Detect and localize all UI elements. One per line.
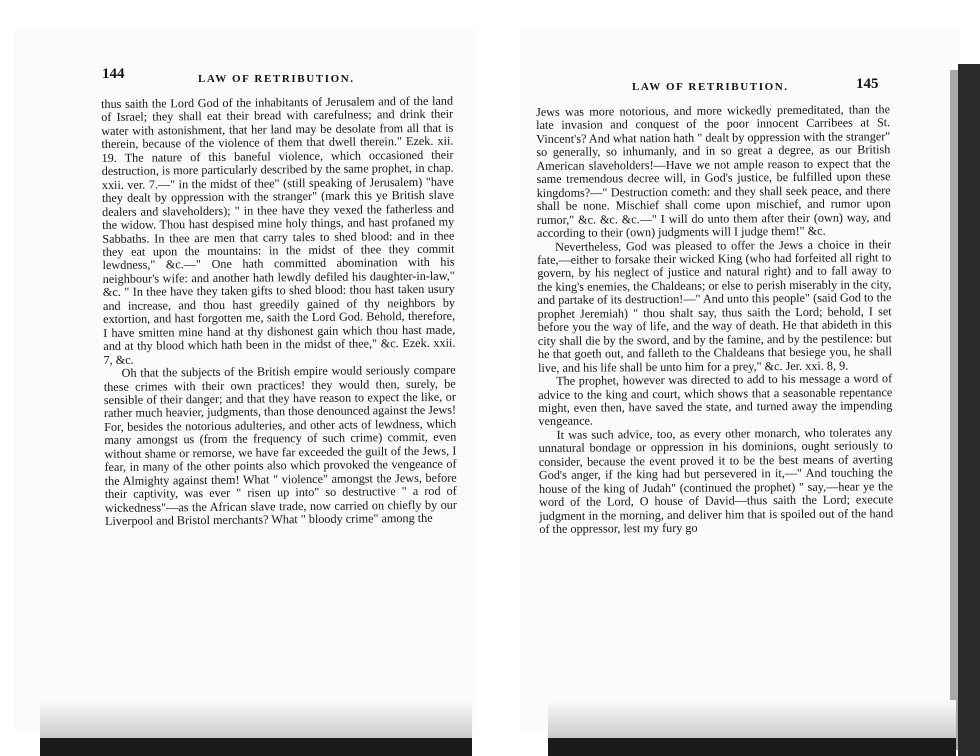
right-page-number: 145 [856,76,879,92]
book-gutter [486,0,520,756]
right-page-bottom-shade [548,700,956,740]
left-paragraph-2: Oh that the subjects of the British empire would seriously compare these crimes with their own practices! they would then, surely, be sensible of their danger; and that they have reason to expect the like, or rather much heavier, judgments, than those denounced against the Jews! For, besides the notorious adulteries, and other acts of lewdness, which many amongst us (from the frequency of such crime) commit, even without shame or remorse, we have far exceeded the guilt of the Jews, I fear, in many of the other points also which provoked the vengeance of the Almighty against them! What " violence" amongst the Jews, before their captivity, was ever " risen up into" so destructive " a rod of wickedness"—as the African slave trade, now carried on chiefly by our Liverpool and Bristol merchants? What " bloody crime" among the [103,362,457,529]
right-page-bottom-edge [548,738,956,756]
left-page-bottom-shade [40,700,472,740]
right-paragraph-4: It was such advice, too, as every other monarch, who tolerates any unnatural bondage or oppression in his dominions, ought seriously to consider, because the event proved it to be the best means of averting God's anger, if the king had but persevered in it,—" And touching the house of the king of Judah" (continued the prophet) " say,—hear ye the word of the Lord, O house of David—thus saith the Lord; execute judgment in the morning, and deliver him that is spoiled out of the hand of the oppressor, lest my fury go [538,425,894,537]
left-paragraph-1: thus saith the Lord God of the inhabitants of Jerusalem and of the land of Israel; they shall eat their bread with carefulness; and drink their water with astonishment, that her land may be desolate from all that is therein, because of the violence of them that dwell therein." Ezek. xii. 19. The nature of this baneful violence, which occasioned their destruction, is more particularly described by the same prophet, in chap. xxii. ver. 7.—" in the midst of thee" (still speaking of Jerusalem) "have they dealt by oppression with the stranger" (mark this ye British slave dealers and slaveholders); " in thee have they vexed the fatherless and the widow. Thou hast despised mine holy things, and hast profaned my Sabbaths. In thee are men that carry tales to shed blood: and in thee they eat upon the mountains: in the midst of thee they commit lewdness," &c.—" One hath committed abomination with his neighbour's wife: and another hath lewdly defiled his daughter-in-law," &c. " In thee have they taken gifts to shed blood: thou hast taken usury and increase, and thou hast greedily gained of thy neighbors by extortion, and hast forgotten me, saith the Lord God. Behold, therefore, I have smitten mine hand at thy dishonest gain which thou hast made, and at thy blood which hath been in the midst of thee," &c. Ezek. xxii. 7, &c. [100,93,456,367]
left-page-body [101,95,457,529]
left-page-number: 144 [102,66,125,82]
left-running-head: LAW OF RETRIBUTION. [198,73,355,85]
right-paragraph-2: Nevertheless, God was pleased to offer the Jews a choice in their fate,—either to forsake their wicked King (who had forfeited all right to govern, by his neglect of justice and natural right) and to fall away to the king's enemies, the Chaldeans; or else to perish miserably in the city, and partake of its destruction!—" And unto this people" (said God to the prophet Jeremiah) " thou shalt say, thus saith the Lord; behold, I set before you the way of life, and the way of death. He that abideth in this city shall die by the sword, and by the famine, and by the pestilence: but he that goeth out, and falleth to the Chaldeans that besiege you, he shall live, and his life shall be unto him for a prey," &c. Jer. xxi. 8, 9. [537,236,892,375]
right-page-body [536,103,893,536]
right-running-head: LAW OF RETRIBUTION. [632,81,789,93]
right-paragraph-3: The prophet, however was directed to add to his message a word of advice to the king and court, which shows that a seasonable repentance might, even then, have saved the state, and turned away the impending vengeance. [538,371,893,429]
left-page-bottom-edge [40,738,472,756]
right-paragraph-1: Jews was more notorious, and more wickedly premeditated, than the late invasion and conquest of the poor innocent Carribees at St. Vincent's? And what nation hath " dealt by oppression with the stranger" so generally, so inhumanly, and in so great a degree, as our British American slaveholders!—Have we not ample reason to expect that the same tremendous decree will, in God's justice, be fulfilled upon these kingdoms?—" Destruction cometh: and they shall seek peace, and there shall be none. Mischief shall come upon mischief, and rumor upon rumor," &c. &c. &c.—" I will do unto them after their (own) way, and according to their (own) judgments will I judge them!" &c. [535,102,891,241]
scan-edge-shadow [958,64,980,756]
scan-edge-gray [950,70,958,750]
